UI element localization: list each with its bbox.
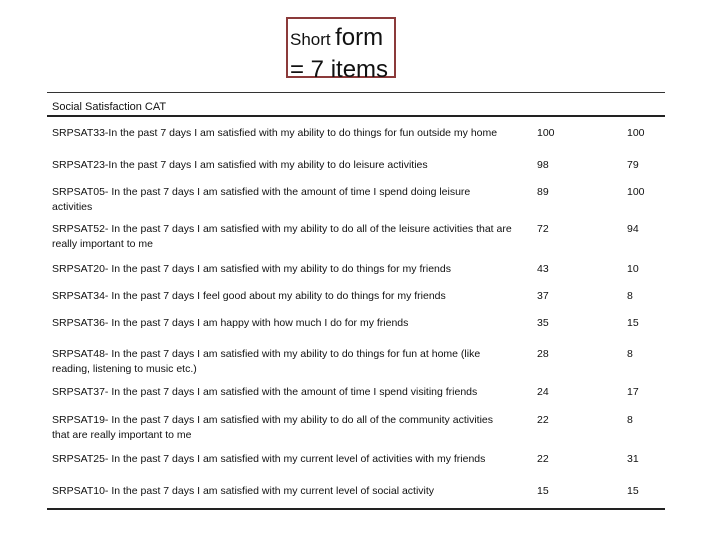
value-col-2: 100	[627, 186, 645, 198]
value-col-1: 22	[537, 414, 549, 426]
value-col-2: 15	[627, 317, 639, 329]
item-text: SRPSAT52- In the past 7 days I am satisfied with my ability to do all of the leisure activities that are really important to me	[52, 223, 512, 250]
item-text: SRPSAT20- In the past 7 days I am satisfied with my ability to do things for my friends	[52, 263, 451, 275]
value-col-2: 8	[627, 290, 633, 302]
value-col-1: 89	[537, 186, 549, 198]
value-col-1: 22	[537, 453, 549, 465]
value-col-1: 100	[537, 127, 555, 139]
value-col-2: 31	[627, 453, 639, 465]
title-item-count: = 7 items	[290, 56, 389, 83]
value-col-2: 15	[627, 485, 639, 497]
value-col-1: 24	[537, 386, 549, 398]
value-col-1: 37	[537, 290, 549, 302]
item-text: SRPSAT48- In the past 7 days I am satisfied with my ability to do things for fun at home (like reading, listening to music etc.)	[52, 348, 481, 375]
item-text: SRPSAT37- In the past 7 days I am satisfied with the amount of time I spend visiting friends	[52, 386, 478, 398]
value-col-1: 43	[537, 263, 549, 275]
item-text: SRPSAT36- In the past 7 days I am happy with how much I do for my friends	[52, 317, 409, 329]
item-text: SRPSAT23-In the past 7 days I am satisfied with my ability to do leisure activities	[52, 159, 428, 171]
value-col-1: 72	[537, 223, 549, 235]
value-col-2: 8	[627, 348, 633, 360]
value-col-2: 94	[627, 223, 639, 235]
value-col-2: 79	[627, 159, 639, 171]
value-col-1: 28	[537, 348, 549, 360]
item-text: SRPSAT25- In the past 7 days I am satisfied with my current level of activities with my friends	[52, 453, 486, 465]
value-col-1: 98	[537, 159, 549, 171]
item-text: SRPSAT19- In the past 7 days I am satisfied with my ability to do all of the community activities that are really important to me	[52, 414, 493, 441]
short-form-callout	[286, 17, 396, 83]
value-col-1: 35	[537, 317, 549, 329]
item-text: SRPSAT33-In the past 7 days I am satisfied with my ability to do things for fun outside my home	[52, 127, 498, 139]
table-header: Social Satisfaction CAT	[47, 93, 665, 117]
item-text: SRPSAT10- In the past 7 days I am satisfied with my current level of social activity	[52, 485, 435, 497]
items-table	[47, 92, 665, 510]
item-text: SRPSAT05- In the past 7 days I am satisfied with the amount of time I spend doing leisure activities	[52, 186, 471, 213]
value-col-2: 17	[627, 386, 639, 398]
value-col-1: 15	[537, 485, 549, 497]
item-text: SRPSAT34- In the past 7 days I feel good about my ability to do things for my friends	[52, 290, 446, 302]
value-col-2: 8	[627, 414, 633, 426]
title-word-short: Short	[290, 30, 331, 49]
value-col-2: 100	[627, 127, 645, 139]
value-col-2: 10	[627, 263, 639, 275]
title-word-form: form	[335, 24, 384, 51]
